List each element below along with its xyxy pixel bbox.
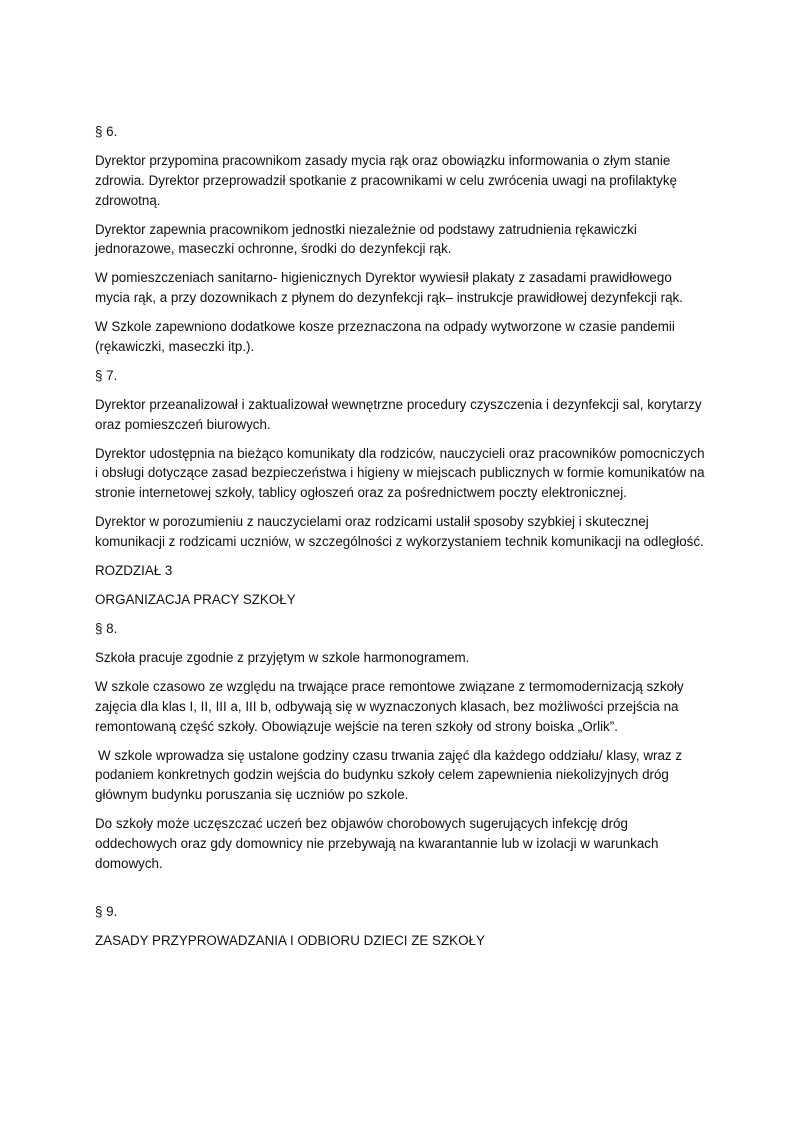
section-title: ZASADY PRZYPROWADZANIA I ODBIORU DZIECI ZE SZKOŁY [95,932,485,948]
section-heading: § 7. [95,367,118,383]
section-heading: § 8. [95,621,118,636]
section-heading: § 6. [95,124,118,139]
paragraph: Dyrektor udostępnia na bieżąco komunikaty dla rodziców, nauczycieli oraz pracowników pomocniczych i obsługi dotyczące zasad bezpieczeństwa i higieny w miejscach publicznych w formie komunikatów na stronie internetowej szkoły, tablicy ogłoszeń oraz za pośrednictwem poczty elektronicznej. [95,445,705,501]
document-body [95,122,710,959]
chapter-heading: ROZDZIAŁ 3 [95,563,173,579]
paragraph: W Szkole zapewniono dodatkowe kosze przeznaczona na odpady wytworzone w czasie pandemii (rękawiczki, maseczki itp.). [95,319,675,354]
paragraph: W pomieszczeniach sanitarno- higienicznych Dyrektor wywiesił plakaty z zasadami prawidłowego mycia rąk, a przy dozownikach z płynem do dezynfekcji rąk– instrukcje prawidłowej dezynfekcji rąk. [95,270,683,306]
section-heading: § 9. [95,903,118,919]
paragraph: Dyrektor zapewnia pracownikom jednostki niezależnie od podstawy zatrudnienia rękawiczki jednorazowe, maseczki ochronne, środki do dezynfekcji rąk. [95,221,637,257]
chapter-title: ORGANIZACJA PRACY SZKOŁY [95,592,296,608]
paragraph: Szkoła pracuje zgodnie z przyjętym w szkole harmonogramem. [95,649,470,665]
paragraph: Do szkoły może uczęszczać uczeń bez objawów chorobowych sugerujących infekcję dróg oddechowych oraz gdy domownicy nie przebywają na kwarantannie lub w izolacji w warunkach domowych. [95,816,659,871]
paragraph: Dyrektor w porozumieniu z nauczycielami oraz rodzicami ustalił sposoby szybkiej i skutecznej komunikacji z rodzicami uczniów, w szczególności z wykorzystaniem technik komunikacji na odległość. [95,514,704,550]
paragraph: W szkole wprowadza się ustalone godziny czasu trwania zajęć dla każdego oddziału/ klasy, wraz z podaniem konkretnych godzin wejścia do budynku szkoły celem zapewnienia niekolizyjnych dróg głównym budynku poruszania się uczniów po szkole. [95,747,683,803]
paragraph: Dyrektor przypomina pracownikom zasady mycia rąk oraz obowiązku informowania o złym stanie zdrowia. Dyrektor przeprowadził spotkanie z pracownikami w celu zwrócenia uwagi na profilaktykę zdrowotną. [95,152,677,208]
paragraph: Dyrektor przeanalizował i zaktualizował wewnętrzne procedury czyszczenia i dezynfekcji sal, korytarzy oraz pomieszczeń biurowych. [95,396,702,432]
paragraph: W szkole czasowo ze względu na trwające prace remontowe związane z termomodernizacją szkoły zajęcia dla klas I, II, III a, III b, odbywają się w wyznaczonych klasach, bez możliwości przejścia na remontowaną część szkoły. Obowiązuje wejście na teren szkoły od strony boiska „Orlik”. [95,678,684,734]
